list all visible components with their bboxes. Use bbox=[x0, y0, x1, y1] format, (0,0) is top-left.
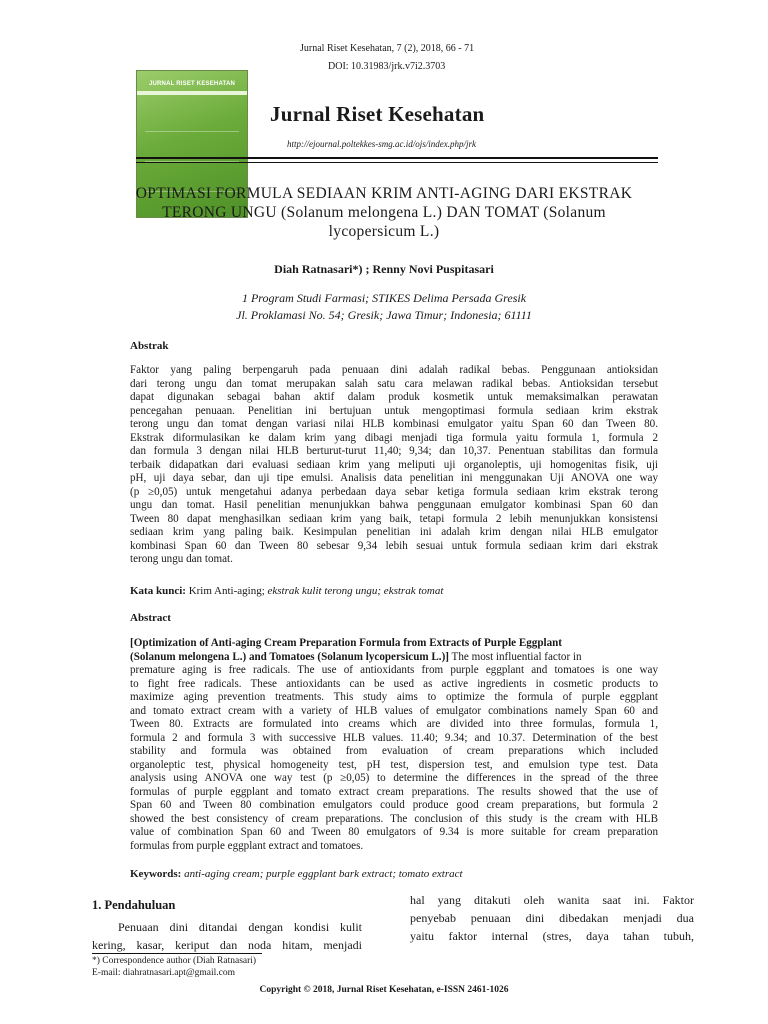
abstrak-line: Ekstrak diformulasikan ke dalam krim yang dibagi menjadi tiga formula yaitu formula 1, formula 2 bbox=[130, 431, 658, 444]
abstrak-line: pH, uji daya sebar, dan uji tipe emulsi. Analisis data penelitian ini menggunakan Uji ANOVA one way bbox=[130, 472, 658, 484]
journal-url[interactable]: http://ejournal.poltekkes-smg.ac.id/ojs/index.php/jrk bbox=[287, 139, 476, 149]
abstract-line: Tween 80. Extracts are formulated into creams which are divided into three formulas, formula 1, bbox=[130, 718, 658, 730]
abstrak-line: terong ungu dan tomat dengan variasi nilai HLB kombinasi emulgator yaitu Span 60 dan Tween 80. bbox=[130, 418, 658, 430]
abstract-line: maximize aging prevention treatments. This study aims to optimize the formula of purple eggplant bbox=[130, 691, 658, 703]
abstrak-heading: Abstrak bbox=[130, 340, 169, 352]
intro-right-column bbox=[410, 891, 694, 945]
abstrak-line: Faktor yang paling berpengaruh pada penuaan dini adalah radikal bebas. Penggunaan antioksidan bbox=[130, 364, 658, 376]
header-rule bbox=[136, 157, 658, 159]
header-rule-thin bbox=[136, 162, 658, 163]
intro-right-line: yaitu faktor internal (stres, daya tahan tubuh, bbox=[410, 929, 694, 943]
citation: Jurnal Riset Kesehatan, 7 (2), 2018, 66 - 71 bbox=[300, 43, 475, 54]
abstract-line: premature aging is free radicals. The use of antioxidants from purple eggplant and tomatoes is one way bbox=[130, 664, 658, 676]
kata-kunci-label: Kata kunci: bbox=[130, 585, 186, 597]
abstract-line: to fight free radicals. These antioxidants can be used as active ingredients in cosmetic products to bbox=[130, 677, 658, 690]
cover-band bbox=[137, 91, 247, 95]
abstract-line: stability and formula was obtained from evaluation of cream preparations which included bbox=[130, 745, 658, 757]
kata-kunci-italic: ekstrak kulit terong ungu; ekstrak tomat bbox=[267, 585, 444, 597]
cover-stripe bbox=[145, 131, 239, 132]
paper-title-line-3: lycopersicum L.) bbox=[328, 223, 440, 240]
abstract-line: showed the best consistency of cream preparations. The conclusion of this study is the cream with HLB bbox=[130, 812, 658, 825]
affiliation bbox=[100, 290, 668, 324]
abstract-line: value of combination Span 60 and Tween 80 emulgators of 9.34 is more suitable for cream preparation bbox=[130, 826, 658, 838]
abstract-line: organoleptic test, physical homogeneity test, pH test, dispersion test, and emulsion type test. Data bbox=[130, 758, 658, 771]
abstrak-line: (p ≥0,05) untuk mengetahui adanya perbedaan daya sebar ketiga formula sediaan krim ekstrak terong bbox=[130, 485, 658, 498]
abstrak-line: dari terong ungu dan tomat merupakan salah satu cara melawan radikal bebas. Antioksidan tersebut bbox=[130, 377, 658, 390]
paper-title-line-2: TERONG UNGU (Solanum melongena L.) DAN TOMAT (Solanum bbox=[162, 204, 606, 221]
journal-title: Jurnal Riset Kesehatan bbox=[270, 102, 485, 126]
copyright: Copyright © 2018, Jurnal Riset Kesehatan, e-ISSN 2461-1026 bbox=[259, 985, 509, 995]
paper-title-line-1: OPTIMASI FORMULA SEDIAAN KRIM ANTI-AGING DARI EKSTRAK bbox=[135, 185, 633, 202]
affiliation-line-1: 1 Program Studi Farmasi; STIKES Delima Persada Gresik bbox=[241, 291, 527, 305]
abstrak-line: kombinasi Span 60 dan Tween 80 sebesar 9,34 lebih sesuai untuk formula sediaan krim dari ekstrak bbox=[130, 539, 658, 552]
intro-left-line: kering, kasar, keriput dan noda hitam, menjadi bbox=[92, 938, 362, 952]
abstract-title bbox=[130, 637, 658, 664]
paper-title bbox=[100, 184, 668, 241]
doi: DOI: 10.31983/jrk.v7i2.3703 bbox=[328, 61, 446, 72]
footnote-correspondence: *) Correspondence author (Diah Ratnasari) bbox=[92, 956, 257, 966]
abstrak-line: terbaik didapatkan dari evaluasi sediaan krim yang meliputi uji organoleptis, uji homogenitas fisik, uji bbox=[130, 458, 658, 471]
affiliation-line-2: Jl. Proklamasi No. 54; Gresik; Jawa Timur; Indonesia; 61111 bbox=[236, 308, 532, 322]
section-heading-pendahuluan: 1. Pendahuluan bbox=[92, 898, 176, 912]
keywords bbox=[130, 868, 658, 880]
intro-left-column bbox=[92, 918, 362, 954]
abstract-heading: Abstract bbox=[130, 612, 171, 624]
abstract-line: and tomato extract cream with a variety of HLB values of emulgator combinations namely Span 60 and bbox=[130, 704, 658, 717]
abstrak-line: terong ungu dan tomat. bbox=[130, 553, 233, 565]
abstrak-line: sediaan krim yang paling baik. Kesimpulan penelitian ini adalah krim dengan nilai HLB emulgator bbox=[130, 526, 658, 538]
intro-right-line: penyebab penuaan dini dibedakan menjadi dua bbox=[410, 911, 694, 925]
abstract-title-line-1: [Optimization of Anti-aging Cream Preparation Formula from Extracts of Purple Eggplant bbox=[130, 637, 563, 649]
intro-right-line: hal yang ditakuti oleh wanita saat ini. Faktor bbox=[410, 893, 694, 907]
keywords-italic: anti-aging cream; purple eggplant bark extract; tomato extract bbox=[181, 868, 463, 880]
abstract-line: formula 2 and formula 3 with successive HLB values. 11.40; 9.34; and 10.37. Determination of the best bbox=[130, 731, 658, 744]
abstrak-line: pencegahan penuaan. Penelitian ini bertujuan untuk mengoptimasi formula sediaan krim ekstrak bbox=[130, 404, 658, 417]
abstract-line: analysis using ANOVA one way test (p ≥0,05) to determine the differences in the spread of the three bbox=[130, 772, 658, 784]
authors: Diah Ratnasari*) ; Renny Novi Puspitasari bbox=[274, 262, 494, 276]
abstract-line: formulas from purple eggplant extract and tomatoes. bbox=[130, 839, 364, 852]
kata-kunci bbox=[130, 585, 658, 597]
footnote-rule bbox=[92, 953, 262, 954]
abstract-line: Span 60 and Tween 80 combination emulgators could produce good cream preparations, but formula 2 bbox=[130, 799, 658, 811]
footnote-email[interactable]: E-mail: diahratnasari.apt@gmail.com bbox=[92, 968, 236, 978]
abstrak-line: ungu dan tomat. Hasil penelitian menunjukkan bahwa penggunaan emulgator kombinasi Span 60 dan bbox=[130, 499, 658, 511]
footnote bbox=[92, 955, 256, 979]
abstrak-line: dapat digunakan sebagai bahan aktif dalam produk kosmetik untuk memaksimalkan perawatan bbox=[130, 391, 658, 403]
keywords-label: Keywords: bbox=[130, 868, 182, 880]
abstract-line: formulas of purple eggplant and tomato extract cream preparations. The results showed that the use of bbox=[130, 785, 658, 798]
abstrak-body bbox=[130, 364, 658, 567]
cover-title: JURNAL RISET KESEHATAN bbox=[148, 81, 236, 87]
intro-left-line: Penuaan dini ditandai dengan kondisi kulit bbox=[118, 920, 362, 934]
abstrak-line: Tween 80 dapat menghasilkan sediaan krim yang baik, tetapi formula 2 lebih menunjukkan konsistensi bbox=[130, 512, 658, 525]
abstract-title-line-2: (Solanum melongena L.) and Tomatoes (Solanum lycopersicum L.)] The most influential factor in bbox=[130, 650, 582, 663]
abstrak-line: dan formula 3 dengan nilai HLB berturut-turut 11,40; 9,34; dan 10,37. Penentuan stabilitas dan formula bbox=[130, 445, 658, 457]
abstract-body bbox=[130, 664, 658, 853]
kata-kunci-plain: Krim Anti-aging; bbox=[185, 585, 268, 597]
